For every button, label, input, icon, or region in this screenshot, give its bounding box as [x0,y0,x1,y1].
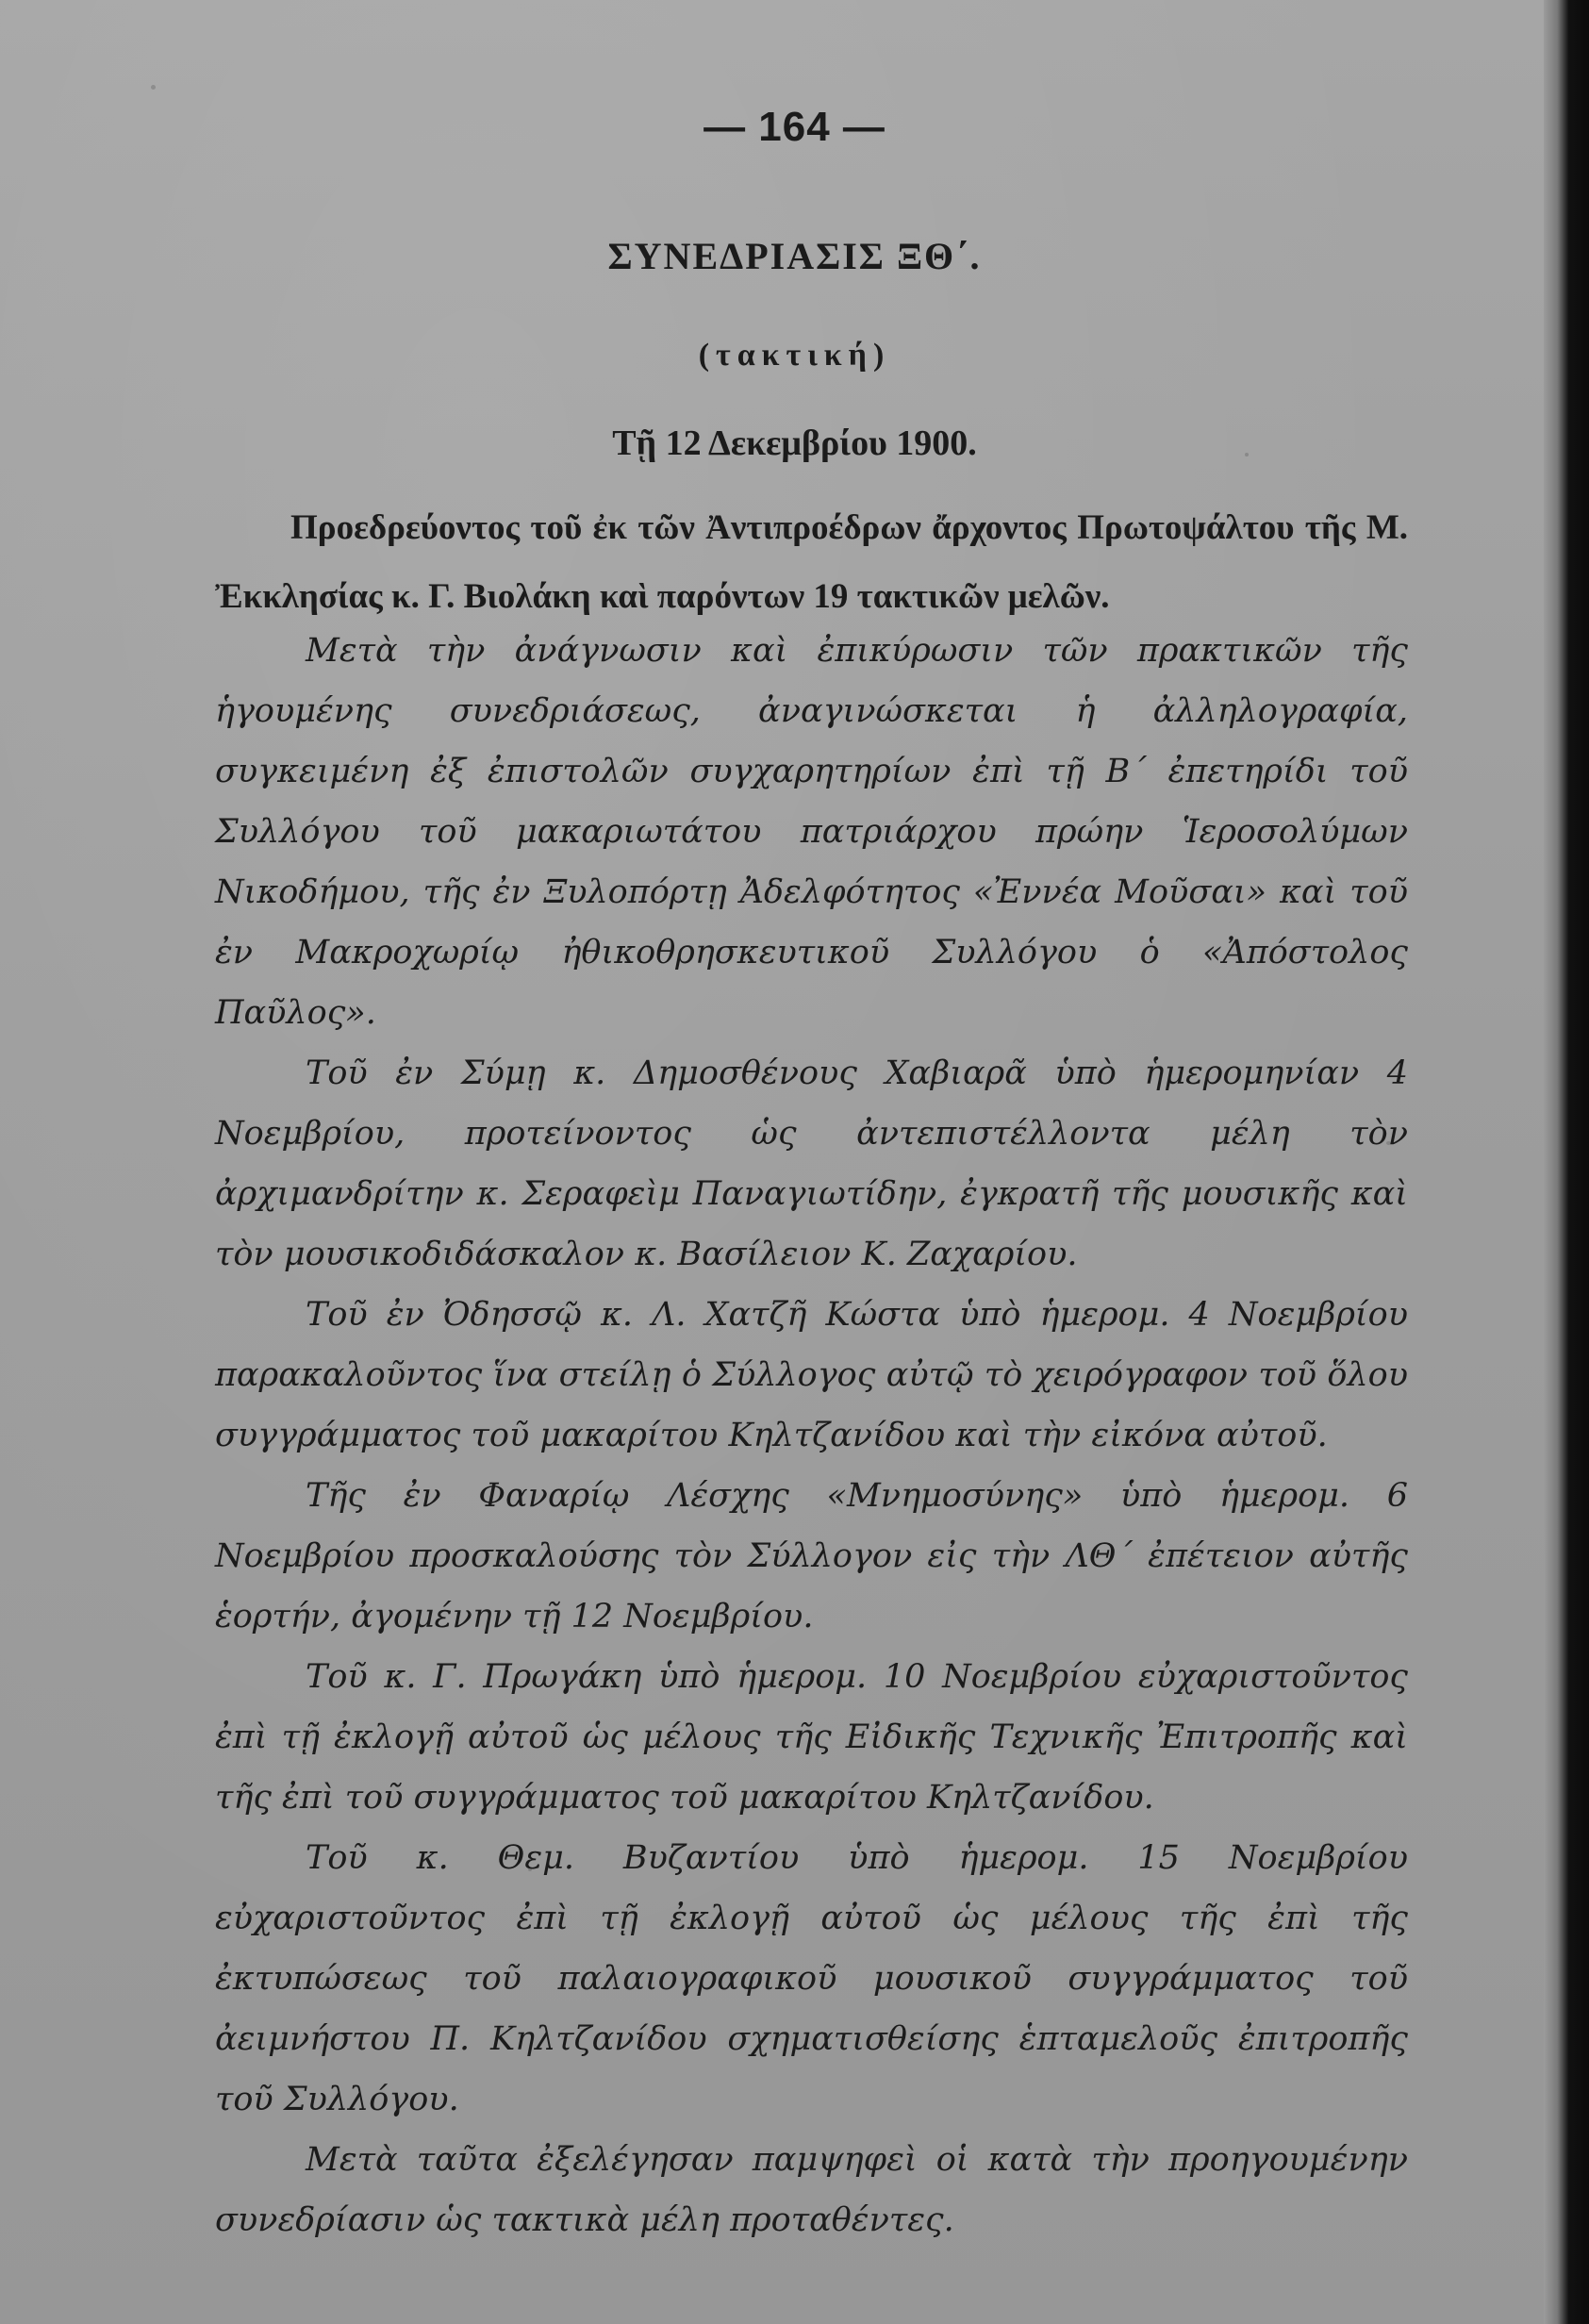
paragraph-odessa: Τοῦ ἐν Ὀδησσῷ κ. Λ. Χατζῆ Κώστα ὑπὸ ἡμερομ. 4 Νοεμβρίου παρακαλοῦντος ἵνα στείλῃ ὁ Σύλλογος αὐτῷ τὸ χειρόγραφον τοῦ ὅλου συγγράμματος τοῦ μακαρίτου Κηλτζανίδου καὶ τὴν εἰκόνα αὐτοῦ. [215,1296,1408,1454]
paragraph-correspondence: Μετὰ τὴν ἀνάγνωσιν καὶ ἐπικύρωσιν τῶν πρακτικῶν τῆς ἡγουμένης συνεδριάσεως, ἀναγινώσκεται ἡ ἀλληλογραφία, συγκειμένη ἐξ ἐπιστολῶν συγχαρητηρίων ἐπὶ τῇ Β΄ ἐπετηρίδι τοῦ Συλλόγου τοῦ μακαριωτάτου πατριάρχου πρώην Ἱεροσολύμων Νικοδήμου, τῆς ἐν Ξυλοπόρτῃ Ἀδελφότητος «Ἐννέα Μοῦσαι» καὶ τοῦ ἐν Μακροχωρίῳ ἠθικοθρησκευτικοῦ Συλλόγου ὁ «Ἀπόστολος Παῦλος». [215,632,1408,1032]
minutes-body [215,621,1408,2250]
presidency-line: Προεδρεύοντος τοῦ ἐκ τῶν Ἀντιπροέδρων ἄρχοντος Πρωτοψάλτου τῆς Μ. Ἐκκλησίας κ. Γ. Βιολάκη καὶ παρόντων 19 τακτικῶν μελῶν. [215,508,1408,616]
paragraph-progakis: Τοῦ κ. Γ. Πρωγάκη ὑπὸ ἡμερομ. 10 Νοεμβρίου εὐχαριστοῦντος ἐπὶ τῇ ἐκλογῇ αὐτοῦ ὡς μέλους τῆς Εἰδικῆς Τεχνικῆς Ἐπιτροπῆς καὶ τῆς ἐπὶ τοῦ συγγράμματος τοῦ μακαρίτου Κηλτζανίδου. [215,1658,1408,1817]
paragraph-fanari: Τῆς ἐν Φαναρίῳ Λέσχης «Μνημοσύνης» ὑπὸ ἡμερομ. 6 Νοεμβρίου προσκαλούσης τὸν Σύλλογον εἰς τὴν ΛΘ΄ ἐπέτειον αὐτῆς ἑορτήν, ἀγομένην τῇ 12 Νοεμβρίου. [215,1477,1408,1635]
session-type: (τακτική) [698,338,891,373]
paragraph-election: Μετὰ ταῦτα ἐξελέγησαν παμψηφεὶ οἱ κατὰ τὴν προηγουμένην συνεδρίασιν ὡς τακτικὰ μέλη προταθέντες. [215,2141,1408,2239]
paragraph-vyzantios: Τοῦ κ. Θεμ. Βυζαντίου ὑπὸ ἡμερομ. 15 Νοεμβρίου εὐχαριστοῦντος ἐπὶ τῇ ἐκλογῇ αὐτοῦ ὡς μέλους τῆς ἐπὶ τῆς ἐκτυπώσεως τοῦ παλαιογραφικοῦ μουσικοῦ συγγράμματος τοῦ ἀειμνήστου Π. Κηλτζανίδου σχηματισθείσης ἑπταμελοῦς ἐπιτροπῆς τοῦ Συλλόγου. [215,1839,1408,2118]
paragraph-syme: Τοῦ ἐν Σύμῃ κ. Δημοσθένους Χαβιαρᾶ ὑπὸ ἡμερομηνίαν 4 Νοεμβρίου, προτείνοντος ὡς ἀντεπιστέλλοντα μέλη τὸν ἀρχιμανδρίτην κ. Σεραφεὶμ Παναγιωτίδην, ἐγκρατῆ τῆς μουσικῆς καὶ τὸν μουσικοδιδάσκαλον κ. Βασίλειον Κ. Ζαχαρίου. [215,1054,1408,1273]
book-spine-edge [1544,0,1589,2324]
session-date: Τῇ 12 Δεκεμβρίου 1900. [612,423,977,463]
session-title: ΣΥΝΕΔΡΙΑΣΙΣ ΞΘ΄. [607,235,982,277]
paper-speck [151,85,156,90]
page-number: — 164 — [703,104,886,150]
